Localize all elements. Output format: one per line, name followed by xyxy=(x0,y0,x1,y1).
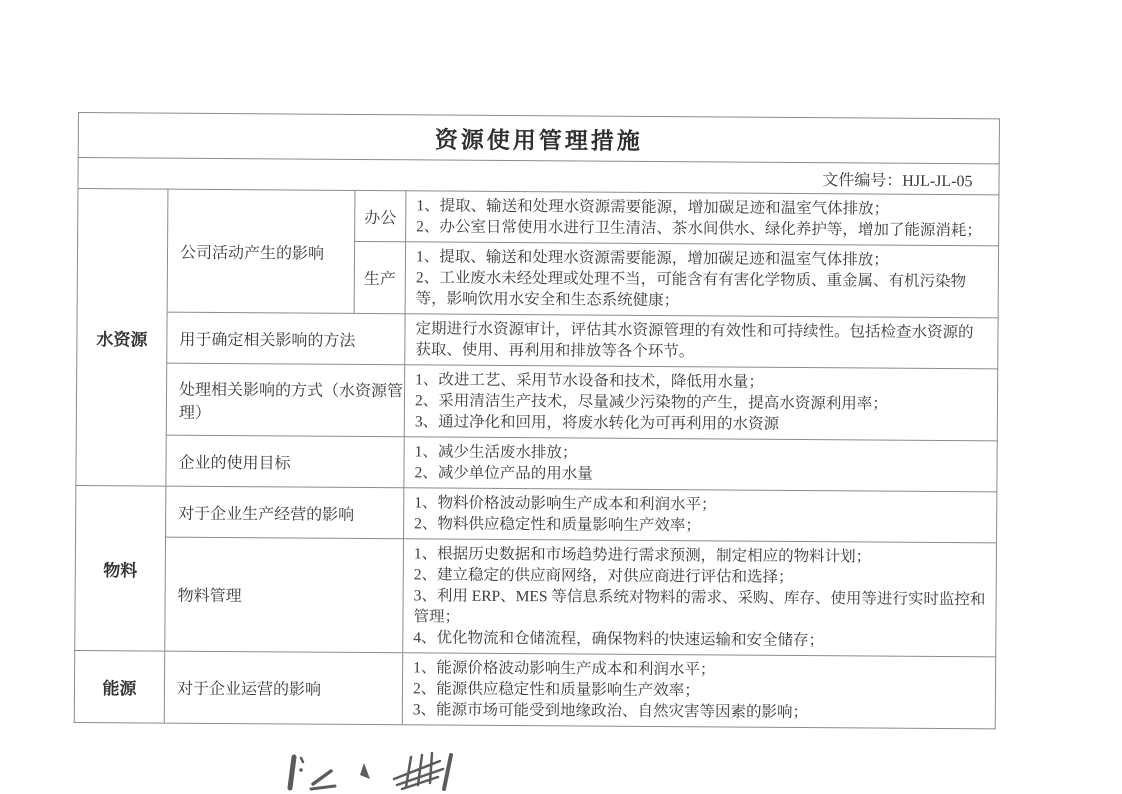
table-row xyxy=(76,434,997,491)
materials-impact-label: 对于企业生产经营的影响 xyxy=(166,486,404,539)
water-target-label: 企业的使用目标 xyxy=(166,435,404,488)
category-materials: 物料 xyxy=(75,485,166,651)
category-water: 水资源 xyxy=(76,189,168,487)
water-production-label: 生产 xyxy=(354,241,406,313)
page-title: 资源使用管理措施 xyxy=(78,113,999,164)
water-treatment-label: 处理相关影响的方式（水资源管理） xyxy=(166,363,404,437)
table-row xyxy=(78,189,999,246)
water-office-label: 办公 xyxy=(355,190,406,241)
table-row xyxy=(76,362,997,440)
table-row xyxy=(75,536,997,656)
table-row xyxy=(77,311,998,368)
doc-number: 文件编号：HJL-JL-05 xyxy=(78,158,999,195)
water-activity-impact-label: 公司活动产生的影响 xyxy=(167,189,355,313)
title-row xyxy=(78,113,999,164)
water-treatment-content: 1、改进工艺、采用节水设备和技术，降低用水量； 2、采用清洁生产技术，尽量减少污染物的产生，提高水资源利用率； 3、通过净化和回用，将废水转化为可再利用的水资源 xyxy=(404,365,997,441)
category-energy: 能源 xyxy=(74,650,165,723)
table-row xyxy=(74,650,995,728)
water-method-content: 定期进行水资源审计，评估其水资源管理的有效性和可持续性。包括检查水资源的获取、使用、再利用和排放等各个环节。 xyxy=(405,314,998,369)
energy-impact-content: 1、能源价格波动影响生产成本和利润水平； 2、能源供应稳定性和质量影响生产效率； 3、能源市场可能受到地缘政治、自然灾害等因素的影响； xyxy=(402,653,995,729)
water-target-content: 1、减少生活废水排放； 2、减少单位产品的用水量 xyxy=(404,437,997,492)
document-sheet xyxy=(74,112,999,729)
energy-impact-label: 对于企业运营的影响 xyxy=(164,651,402,725)
materials-management-content: 1、根据历史数据和市场趋势进行需求预测，制定相应的物料计划； 2、建立稳定的供应商网络，对供应商进行评估和选择； 3、利用 ERP、MES 等信息系统对物料的需求、采购、库存、使用等进行实时监控和管理； 4、优化物流和仓储流程，确保物料的快速运输和安全储存； xyxy=(403,539,997,657)
handwritten-marks xyxy=(280,748,470,794)
materials-management-label: 物料管理 xyxy=(165,537,404,653)
materials-impact-content: 1、物料价格波动影响生产成本和利润水平； 2、物料供应稳定性和质量影响生产效率； xyxy=(404,488,997,543)
water-method-label: 用于确定相关影响的方法 xyxy=(167,312,405,365)
table-row xyxy=(76,485,997,542)
resource-management-table xyxy=(74,112,1000,729)
water-office-content: 1、提取、输送和处理水资源需要能源，增加碳足迹和温室气体排放； 2、办公室日常使用水进行卫生清洁、茶水间供水、绿化养护等，增加了能源消耗； xyxy=(406,191,999,246)
water-production-content: 1、提取、输送和处理水资源需要能源，增加碳足迹和温室气体排放； 2、工业废水未经处理或处理不当，可能含有有害化学物质、重金属、有机污染物等，影响饮用水安全和生态系统健康； xyxy=(405,242,998,318)
